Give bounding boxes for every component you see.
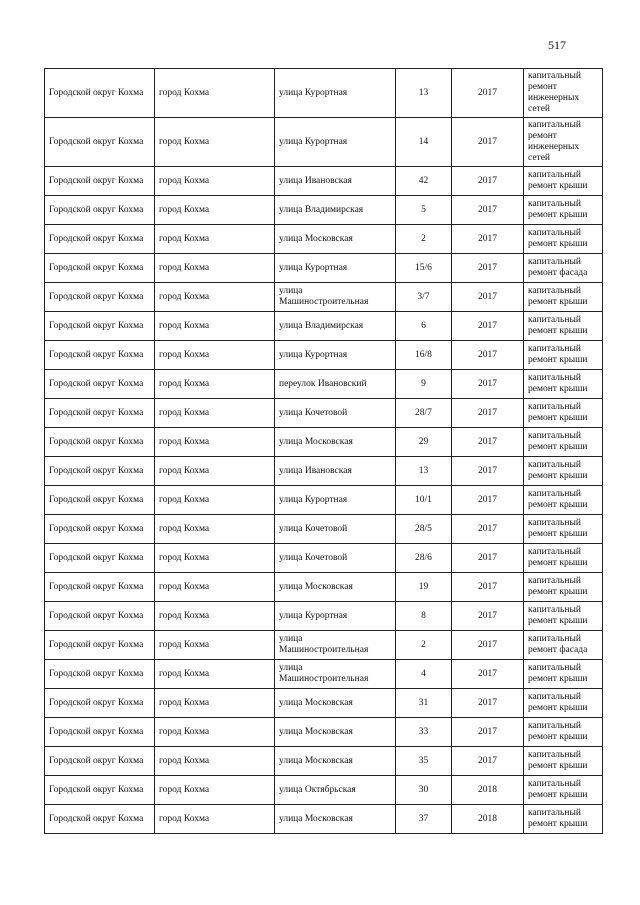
district-cell: Городской округ Кохма: [45, 573, 155, 602]
repair-schedule-table: [44, 68, 603, 834]
table-row: [45, 428, 603, 457]
year-cell: 2017: [452, 573, 524, 602]
house-number-cell: 16/8: [396, 341, 452, 370]
work-type-cell: капитальный ремонт крыши: [524, 515, 603, 544]
street-cell: улица Московская: [275, 747, 396, 776]
city-cell: город Кохма: [155, 457, 275, 486]
table-row: [45, 776, 603, 805]
work-type-cell: капитальный ремонт крыши: [524, 196, 603, 225]
house-number-cell: 30: [396, 776, 452, 805]
work-type-cell: капитальный ремонт крыши: [524, 370, 603, 399]
district-cell: Городской округ Кохма: [45, 544, 155, 573]
city-cell: город Кохма: [155, 747, 275, 776]
table-row: [45, 196, 603, 225]
work-type-cell: капитальный ремонт крыши: [524, 225, 603, 254]
work-type-cell: капитальный ремонт инженерных сетей: [524, 69, 603, 118]
city-cell: город Кохма: [155, 805, 275, 834]
city-cell: город Кохма: [155, 167, 275, 196]
work-type-cell: капитальный ремонт крыши: [524, 399, 603, 428]
city-cell: город Кохма: [155, 283, 275, 312]
year-cell: 2017: [452, 196, 524, 225]
city-cell: город Кохма: [155, 225, 275, 254]
house-number-cell: 28/5: [396, 515, 452, 544]
street-cell: переулок Ивановский: [275, 370, 396, 399]
city-cell: город Кохма: [155, 196, 275, 225]
house-number-cell: 13: [396, 457, 452, 486]
city-cell: город Кохма: [155, 689, 275, 718]
year-cell: 2017: [452, 515, 524, 544]
table-row: [45, 118, 603, 167]
year-cell: 2017: [452, 428, 524, 457]
table-row: [45, 805, 603, 834]
city-cell: город Кохма: [155, 631, 275, 660]
street-cell: улица Машиностроительная: [275, 283, 396, 312]
work-type-cell: капитальный ремонт крыши: [524, 660, 603, 689]
year-cell: 2017: [452, 399, 524, 428]
city-cell: город Кохма: [155, 341, 275, 370]
year-cell: 2017: [452, 283, 524, 312]
district-cell: Городской округ Кохма: [45, 747, 155, 776]
table-row: [45, 747, 603, 776]
house-number-cell: 31: [396, 689, 452, 718]
table-row: [45, 69, 603, 118]
house-number-cell: 15/6: [396, 254, 452, 283]
district-cell: Городской округ Кохма: [45, 515, 155, 544]
house-number-cell: 6: [396, 312, 452, 341]
house-number-cell: 42: [396, 167, 452, 196]
table-row: [45, 718, 603, 747]
table-row: [45, 689, 603, 718]
house-number-cell: 13: [396, 69, 452, 118]
table-row: [45, 399, 603, 428]
street-cell: улица Владимирская: [275, 196, 396, 225]
street-cell: улица Кочетовой: [275, 515, 396, 544]
year-cell: 2017: [452, 69, 524, 118]
street-cell: улица Курортная: [275, 118, 396, 167]
work-type-cell: капитальный ремонт крыши: [524, 312, 603, 341]
street-cell: улица Ивановская: [275, 457, 396, 486]
house-number-cell: 3/7: [396, 283, 452, 312]
district-cell: Городской округ Кохма: [45, 167, 155, 196]
house-number-cell: 8: [396, 602, 452, 631]
table-row: [45, 515, 603, 544]
table-row: [45, 341, 603, 370]
street-cell: улица Московская: [275, 718, 396, 747]
year-cell: 2018: [452, 776, 524, 805]
street-cell: улица Курортная: [275, 602, 396, 631]
work-type-cell: капитальный ремонт крыши: [524, 167, 603, 196]
table-row: [45, 225, 603, 254]
city-cell: город Кохма: [155, 573, 275, 602]
city-cell: город Кохма: [155, 486, 275, 515]
table-row: [45, 370, 603, 399]
work-type-cell: капитальный ремонт фасада: [524, 631, 603, 660]
house-number-cell: 37: [396, 805, 452, 834]
year-cell: 2017: [452, 254, 524, 283]
work-type-cell: капитальный ремонт крыши: [524, 776, 603, 805]
year-cell: 2017: [452, 747, 524, 776]
street-cell: улица Курортная: [275, 341, 396, 370]
street-cell: улица Московская: [275, 805, 396, 834]
city-cell: город Кохма: [155, 428, 275, 457]
district-cell: Городской округ Кохма: [45, 370, 155, 399]
table-row: [45, 544, 603, 573]
house-number-cell: 28/6: [396, 544, 452, 573]
district-cell: Городской округ Кохма: [45, 196, 155, 225]
house-number-cell: 9: [396, 370, 452, 399]
year-cell: 2017: [452, 660, 524, 689]
street-cell: улица Московская: [275, 225, 396, 254]
table-row: [45, 486, 603, 515]
work-type-cell: капитальный ремонт крыши: [524, 486, 603, 515]
work-type-cell: капитальный ремонт крыши: [524, 718, 603, 747]
district-cell: Городской округ Кохма: [45, 428, 155, 457]
house-number-cell: 4: [396, 660, 452, 689]
district-cell: Городской округ Кохма: [45, 118, 155, 167]
street-cell: улица Курортная: [275, 69, 396, 118]
district-cell: Городской округ Кохма: [45, 457, 155, 486]
house-number-cell: 2: [396, 225, 452, 254]
work-type-cell: капитальный ремонт крыши: [524, 573, 603, 602]
street-cell: улица Октябрьская: [275, 776, 396, 805]
year-cell: 2017: [452, 602, 524, 631]
district-cell: Городской округ Кохма: [45, 69, 155, 118]
district-cell: Городской округ Кохма: [45, 341, 155, 370]
city-cell: город Кохма: [155, 69, 275, 118]
street-cell: улица Московская: [275, 573, 396, 602]
street-cell: улица Владимирская: [275, 312, 396, 341]
house-number-cell: 33: [396, 718, 452, 747]
year-cell: 2018: [452, 805, 524, 834]
district-cell: Городской округ Кохма: [45, 225, 155, 254]
house-number-cell: 29: [396, 428, 452, 457]
house-number-cell: 35: [396, 747, 452, 776]
city-cell: город Кохма: [155, 399, 275, 428]
work-type-cell: капитальный ремонт фасада: [524, 254, 603, 283]
district-cell: Городской округ Кохма: [45, 486, 155, 515]
table-row: [45, 312, 603, 341]
street-cell: улица Кочетовой: [275, 544, 396, 573]
table-row: [45, 631, 603, 660]
house-number-cell: 14: [396, 118, 452, 167]
work-type-cell: капитальный ремонт крыши: [524, 341, 603, 370]
city-cell: город Кохма: [155, 254, 275, 283]
year-cell: 2017: [452, 167, 524, 196]
work-type-cell: капитальный ремонт крыши: [524, 747, 603, 776]
district-cell: Городской округ Кохма: [45, 660, 155, 689]
year-cell: 2017: [452, 118, 524, 167]
city-cell: город Кохма: [155, 312, 275, 341]
table-row: [45, 660, 603, 689]
year-cell: 2017: [452, 486, 524, 515]
street-cell: улица Московская: [275, 689, 396, 718]
house-number-cell: 19: [396, 573, 452, 602]
year-cell: 2017: [452, 689, 524, 718]
district-cell: Городской округ Кохма: [45, 312, 155, 341]
table-row: [45, 573, 603, 602]
year-cell: 2017: [452, 544, 524, 573]
year-cell: 2017: [452, 225, 524, 254]
year-cell: 2017: [452, 341, 524, 370]
city-cell: город Кохма: [155, 544, 275, 573]
street-cell: улица Машиностроительная: [275, 660, 396, 689]
street-cell: улица Курортная: [275, 486, 396, 515]
house-number-cell: 2: [396, 631, 452, 660]
district-cell: Городской округ Кохма: [45, 631, 155, 660]
city-cell: город Кохма: [155, 776, 275, 805]
work-type-cell: капитальный ремонт крыши: [524, 283, 603, 312]
city-cell: город Кохма: [155, 602, 275, 631]
table-row: [45, 602, 603, 631]
year-cell: 2017: [452, 312, 524, 341]
city-cell: город Кохма: [155, 660, 275, 689]
district-cell: Городской округ Кохма: [45, 776, 155, 805]
city-cell: город Кохма: [155, 118, 275, 167]
work-type-cell: капитальный ремонт крыши: [524, 689, 603, 718]
work-type-cell: капитальный ремонт крыши: [524, 457, 603, 486]
year-cell: 2017: [452, 718, 524, 747]
city-cell: город Кохма: [155, 370, 275, 399]
house-number-cell: 28/7: [396, 399, 452, 428]
street-cell: улица Машиностроительная: [275, 631, 396, 660]
district-cell: Городской округ Кохма: [45, 805, 155, 834]
district-cell: Городской округ Кохма: [45, 689, 155, 718]
district-cell: Городской округ Кохма: [45, 283, 155, 312]
table-row: [45, 167, 603, 196]
year-cell: 2017: [452, 631, 524, 660]
city-cell: город Кохма: [155, 515, 275, 544]
district-cell: Городской округ Кохма: [45, 718, 155, 747]
work-type-cell: капитальный ремонт крыши: [524, 805, 603, 834]
district-cell: Городской округ Кохма: [45, 602, 155, 631]
street-cell: улица Курортная: [275, 254, 396, 283]
work-type-cell: капитальный ремонт крыши: [524, 428, 603, 457]
work-type-cell: капитальный ремонт крыши: [524, 602, 603, 631]
house-number-cell: 10/1: [396, 486, 452, 515]
house-number-cell: 5: [396, 196, 452, 225]
district-cell: Городской округ Кохма: [45, 399, 155, 428]
table-row: [45, 283, 603, 312]
table-row: [45, 254, 603, 283]
page-number: 517: [548, 38, 566, 52]
district-cell: Городской округ Кохма: [45, 254, 155, 283]
street-cell: улица Московская: [275, 428, 396, 457]
work-type-cell: капитальный ремонт инженерных сетей: [524, 118, 603, 167]
work-type-cell: капитальный ремонт крыши: [524, 544, 603, 573]
table-row: [45, 457, 603, 486]
year-cell: 2017: [452, 457, 524, 486]
year-cell: 2017: [452, 370, 524, 399]
street-cell: улица Ивановская: [275, 167, 396, 196]
street-cell: улица Кочетовой: [275, 399, 396, 428]
city-cell: город Кохма: [155, 718, 275, 747]
